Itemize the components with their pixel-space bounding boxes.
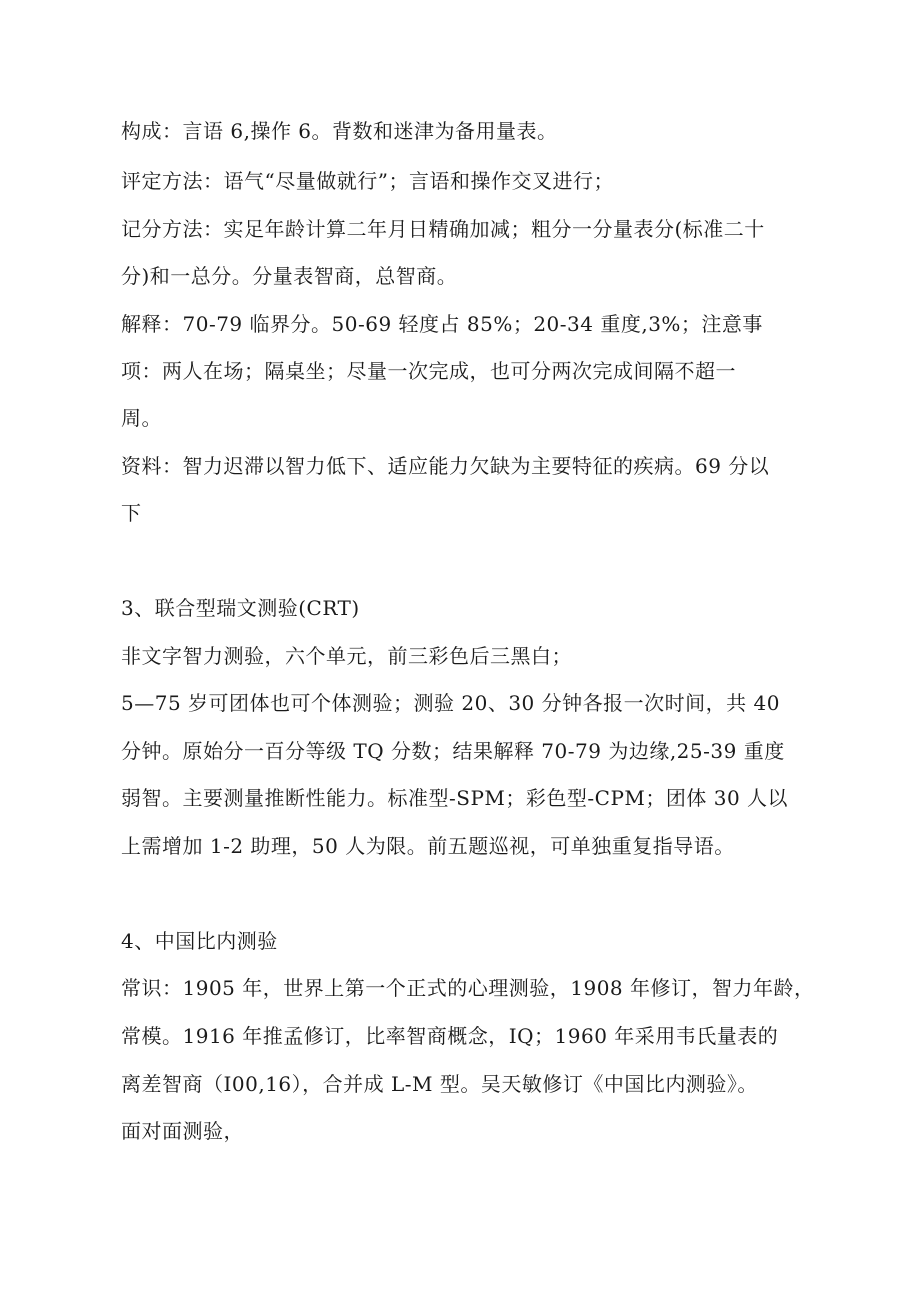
line-binet-history: 常识：1905 年，世界上第一个正式的心理测验，1908 年修订，智力年龄， [121, 976, 815, 1000]
section-heading-crt: 3、联合型瑞文测验(CRT) [121, 596, 360, 620]
line-binet-deviation-iq: 离差智商（I00,16），合并成 L-M 型。吴天敏修订《中国比内测验》。 [121, 1072, 758, 1096]
line-binet-face-to-face: 面对面测验， [121, 1119, 244, 1143]
line-assessment-method: 评定方法：语气“尽量做就行”；言语和操作交叉进行； [121, 169, 614, 193]
line-crt-desc: 非文字智力测验，六个单元，前三彩色后三黑白； [121, 644, 572, 668]
section-heading-binet: 4、中国比内测验 [121, 929, 278, 953]
line-scoring-method-cont: 分)和一总分。分量表智商，总智商。 [121, 264, 458, 288]
line-crt-assist: 上需增加 1-2 助理，50 人为限。前五题巡视，可单独重复指导语。 [121, 834, 735, 858]
line-composition: 构成：言语 6,操作 6。背数和迷津为备用量表。 [121, 119, 558, 143]
line-scoring-method: 记分方法：实足年龄计算二年月日精确加减；粗分一分量表分(标准二十 [121, 217, 765, 241]
line-crt-age: 5—75 岁可团体也可个体测验；测验 20、30 分钟各报一次时间，共 40 [121, 691, 780, 715]
line-crt-score: 分钟。原始分一百分等级 TQ 分数；结果解释 70-79 为边缘,25-39 重度 [121, 739, 785, 763]
line-notes: 项：两人在场；隔桌坐；尽量一次完成，也可分两次完成间隔不超一 [121, 359, 736, 383]
line-materials: 资料：智力迟滞以智力低下、适应能力欠缺为主要特征的疾病。69 分以 [121, 454, 770, 478]
line-crt-measure: 弱智。主要测量推断性能力。标准型-SPM；彩色型-CPM；团体 30 人以 [121, 786, 789, 810]
line-materials-cont: 下 [121, 501, 142, 525]
line-interpretation: 解释：70-79 临界分。50-69 轻度占 85%；20-34 重度,3%；注意事 [121, 312, 763, 336]
line-notes-cont: 周。 [121, 406, 162, 430]
line-binet-history-cont: 常模。1916 年推孟修订，比率智商概念，IQ；1960 年采用韦氏量表的 [121, 1024, 779, 1048]
